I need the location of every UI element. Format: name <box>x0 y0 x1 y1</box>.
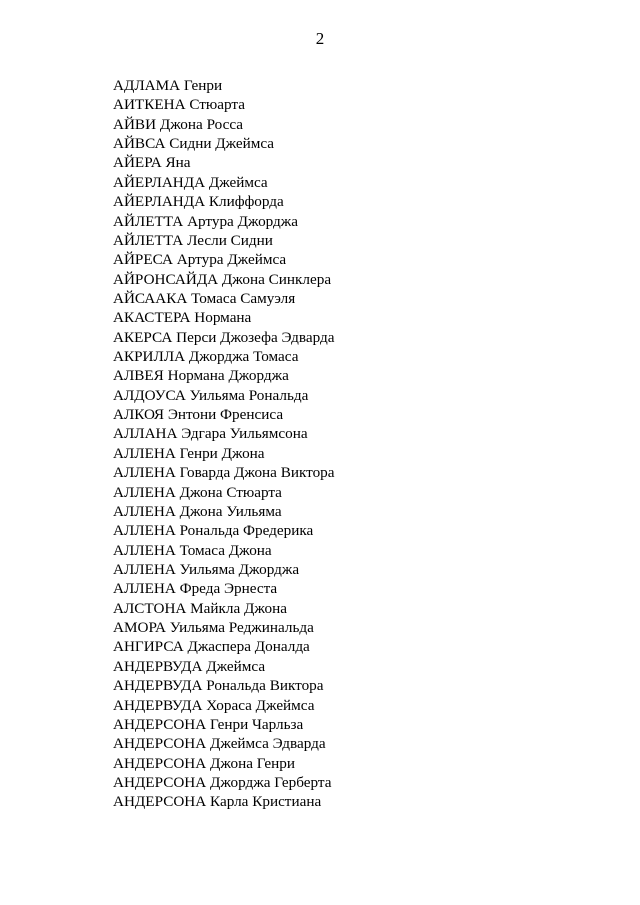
name-line: АНДЕРСОНА Джеймса Эдварда <box>113 735 326 753</box>
name-line: АИТКЕНА Стюарта <box>113 96 245 114</box>
name-line: АЛЛЕНА Джона Стюарта <box>113 483 282 501</box>
name-line: АНДЕРСОНА Генри Чарльза <box>113 715 304 733</box>
page-number: 2 <box>315 29 325 48</box>
name-line: АЛСТОНА Майкла Джона <box>113 599 287 617</box>
name-line: АНДЕРВУДА Джеймса <box>113 657 266 675</box>
name-line: АЛЛЕНА Генри Джона <box>113 444 265 462</box>
name-line: АЛЛЕНА Рональда Фредерика <box>113 522 314 540</box>
name-line: АКАСТЕРА Нормана <box>113 309 252 327</box>
name-line: АЛЛАНА Эдгара Уильямсона <box>113 425 308 443</box>
name-line: АЛЛЕНА Томаса Джона <box>113 541 272 559</box>
name-line: АНДЕРВУДА Рональда Виктора <box>113 677 324 695</box>
name-line: АЙВСА Сидни Джеймса <box>113 135 275 153</box>
name-line: АЙЕРА Яна <box>113 154 191 172</box>
name-line: АМОРА Уильяма Реджинальда <box>113 619 314 637</box>
names-list <box>113 76 335 812</box>
name-line: АЙЕРЛАНДА Клиффорда <box>113 193 284 211</box>
name-line: АЙЛЕТТА Лесли Сидни <box>113 231 273 249</box>
name-line: АЙРЕСА Артура Джеймса <box>113 251 287 269</box>
name-line: АНГИРСА Джаспера Доналда <box>113 638 310 656</box>
name-line: АЛЛЕНА Фреда Эрнеста <box>113 580 278 598</box>
name-line: АЙРОНСАЙДА Джона Синклера <box>113 270 332 288</box>
name-line: АЛЛЕНА Джона Уильяма <box>113 502 282 520</box>
name-line: АНДЕРВУДА Хораса Джеймса <box>113 696 315 714</box>
name-line: АЛВЕЯ Нормана Джорджа <box>113 367 289 385</box>
name-line: АКЕРСА Перси Джозефа Эдварда <box>113 328 335 346</box>
name-line: АЙЛЕТТА Артура Джорджа <box>113 212 299 230</box>
name-line: АЛЛЕНА Говарда Джона Виктора <box>113 464 335 482</box>
name-line: АЛДОУСА Уильяма Рональда <box>113 386 309 404</box>
name-line: АКРИЛЛА Джорджа Томаса <box>113 348 299 366</box>
name-line: АНДЕРСОНА Джорджа Герберта <box>113 773 332 791</box>
name-line: АНДЕРСОНА Джона Генри <box>113 754 295 772</box>
name-line: АЙЕРЛАНДА Джеймса <box>113 173 268 191</box>
name-line: АЙСААКА Томаса Самуэля <box>113 289 296 307</box>
name-line: АЙВИ Джона Росса <box>113 115 244 133</box>
name-line: АЛКОЯ Энтони Френсиса <box>113 406 284 424</box>
name-line: АДЛАМА Генри <box>113 77 223 94</box>
name-line: АНДЕРСОНА Карла Кристиана <box>113 793 322 811</box>
name-line: АЛЛЕНА Уильяма Джорджа <box>113 560 300 578</box>
